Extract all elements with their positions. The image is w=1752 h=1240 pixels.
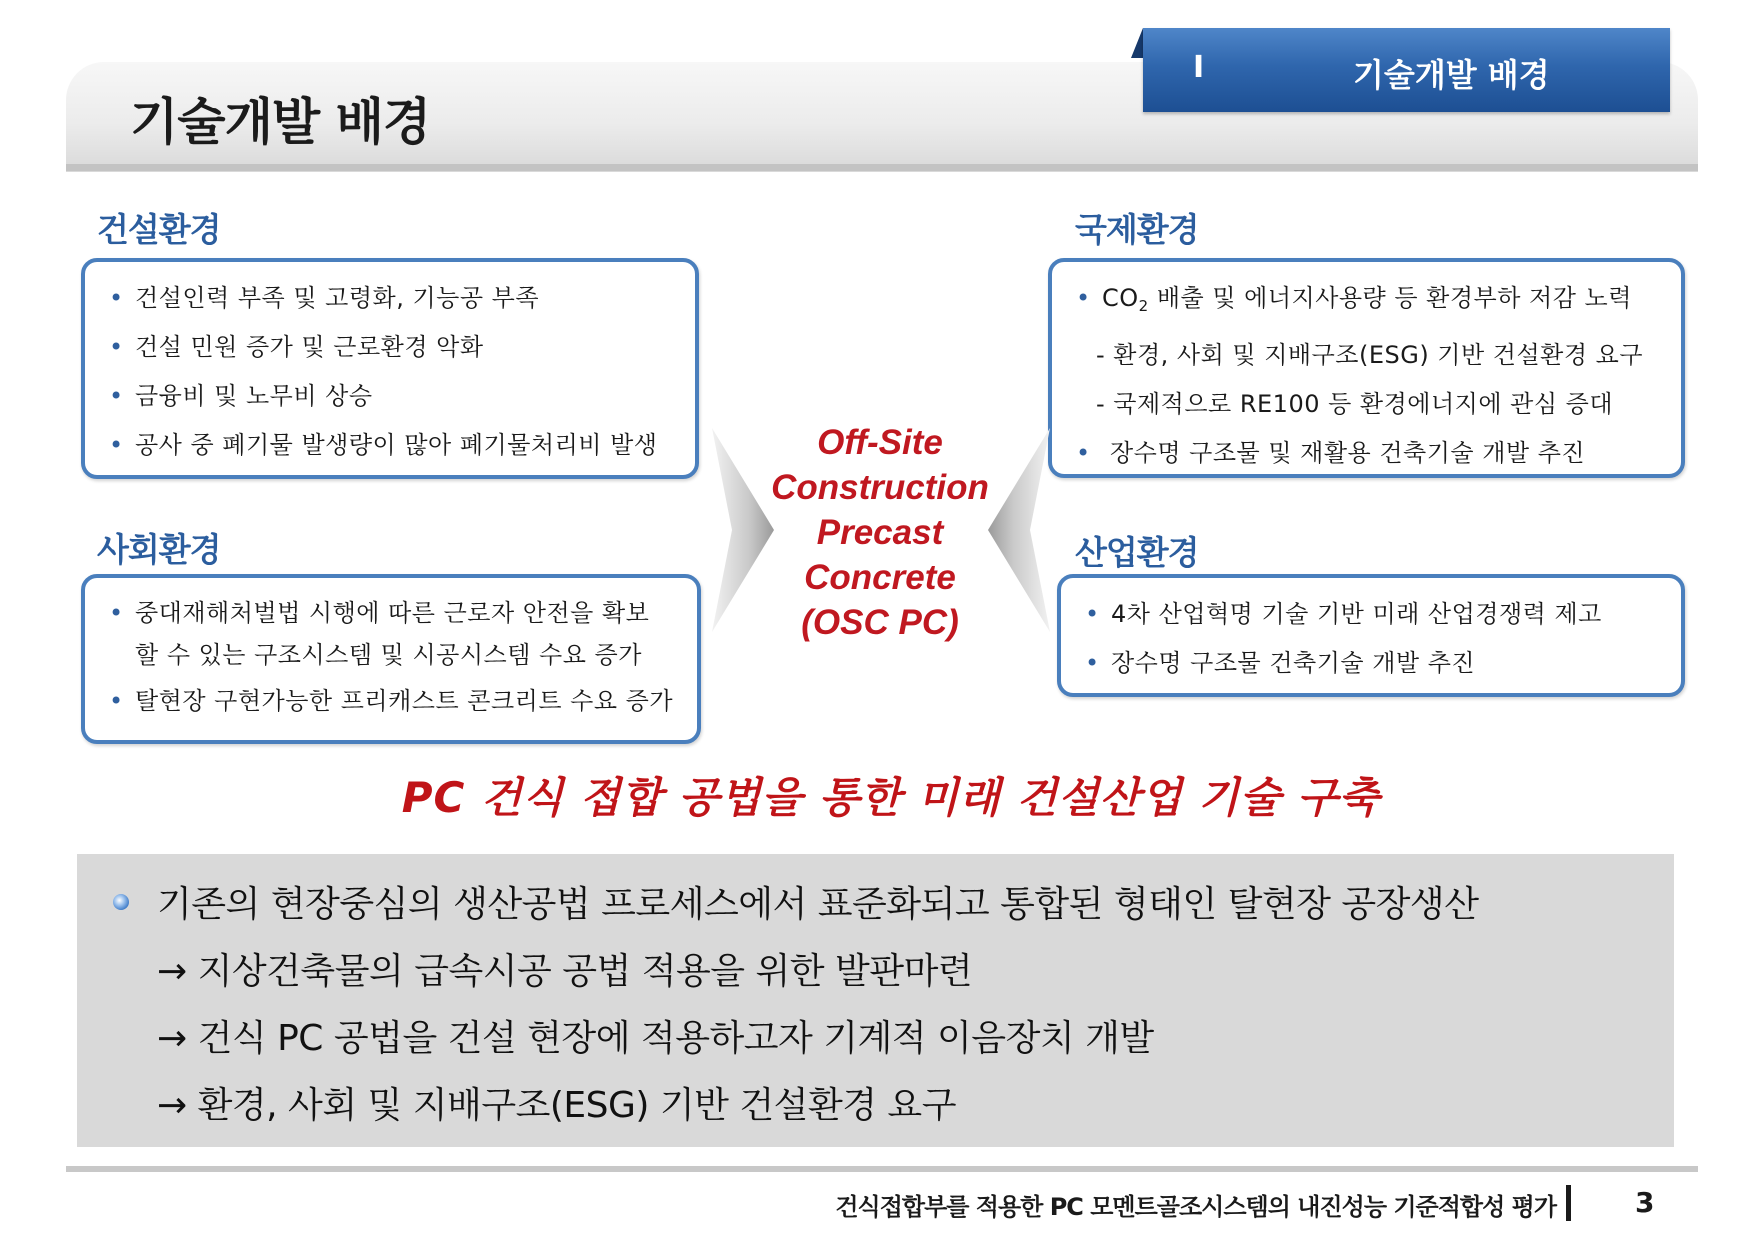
- header-divider: [66, 164, 1698, 171]
- list-item: • 장수명 구조물 건축기술 개발 추진: [1081, 639, 1671, 688]
- bullet-icon: •: [1085, 600, 1100, 628]
- list-item: • 건설인력 부족 및 고령화, 기능공 부족: [105, 274, 685, 323]
- bullet-icon: •: [1076, 439, 1091, 467]
- footer-divider: [66, 1166, 1698, 1172]
- section-name: 기술개발 배경: [1353, 56, 1550, 94]
- section-tab-fold: [1131, 28, 1143, 58]
- international-box: [1048, 258, 1685, 478]
- list-item: • 탈현장 구현가능한 프리캐스트 콘크리트 수요 증가: [105, 676, 687, 726]
- panel-line: 기존의 현장중심의 생산공법 프로세스에서 표준화되고 통합된 형태인 탈현장 공장생산: [157, 884, 1479, 925]
- panel-line: → 건식 PC 공법을 건설 현장에 적용하고자 기계적 이음장치 개발: [157, 1018, 1154, 1059]
- bullet-icon: •: [109, 599, 124, 627]
- list-subitem: - 환경, 사회 및 지배구조(ESG) 기반 건설환경 요구: [1096, 341, 1644, 369]
- footer-separator: [1566, 1185, 1571, 1221]
- slogan: PC 건식 접합 공법을 통한 미래 건설산업 기술 구축: [401, 773, 1381, 822]
- bullet-icon: •: [1076, 284, 1091, 312]
- list-item-continuation: 할 수 있는 구조시스템 및 시공시스템 수요 증가: [135, 641, 642, 669]
- bullet-icon: •: [1085, 649, 1100, 677]
- international-heading: 국제환경: [1075, 210, 1199, 249]
- social-heading: 사회환경: [97, 530, 221, 569]
- construction-heading: 건설환경: [97, 210, 221, 249]
- social-box: [81, 574, 701, 744]
- list-item: • 건설 민원 증가 및 근로환경 악화: [105, 323, 685, 372]
- list-item: • 장수명 구조물 및 재활용 건축기술 개발 추진: [1072, 429, 1671, 478]
- bullet-icon: •: [109, 284, 124, 312]
- osc-line: Construction: [771, 468, 989, 507]
- list-item: • 금융비 및 노무비 상승: [105, 372, 685, 421]
- osc-line: Concrete: [804, 558, 956, 597]
- bullet-icon: •: [109, 687, 124, 715]
- bullet-icon: •: [109, 431, 124, 459]
- bullet-icon: •: [109, 333, 124, 361]
- bullet-icon: •: [109, 382, 124, 410]
- bullet-icon: [113, 894, 129, 910]
- list-subitem: - 국제적으로 RE100 등 환경에너지에 관심 증대: [1096, 390, 1614, 418]
- list-item: • 4차 산업혁명 기술 기반 미래 산업경쟁력 제고: [1081, 590, 1671, 639]
- panel-line: → 환경, 사회 및 지배구조(ESG) 기반 건설환경 요구: [157, 1085, 956, 1126]
- list-item: • 공사 중 폐기물 발생량이 많아 폐기물처리비 발생: [105, 421, 685, 470]
- osc-line: (OSC PC): [801, 603, 959, 642]
- industry-box: [1057, 574, 1685, 697]
- osc-line: Precast: [816, 513, 944, 552]
- osc-line: Off-Site: [817, 423, 943, 462]
- construction-box: [81, 258, 699, 479]
- section-tab: [1143, 28, 1670, 112]
- page-title: 기술개발 배경: [130, 93, 431, 151]
- footer-title: 건식접합부를 적용한 PC 모멘트골조시스템의 내진성능 기준적합성 평가: [835, 1193, 1556, 1221]
- page-number: 3: [1635, 1186, 1655, 1219]
- list-item: • 중대재해처벌법 시행에 따른 근로자 안전을 확보: [105, 592, 687, 634]
- section-number: I: [1193, 50, 1205, 85]
- osc-pc-label: [760, 420, 1000, 645]
- industry-heading: 산업환경: [1075, 533, 1199, 572]
- panel-line: → 지상건축물의 급속시공 공법 적용을 위한 발판마련: [157, 951, 973, 992]
- list-item: • $CO_2$ 배출 및 에너지사용량 등 환경부하 저감 노력: [1072, 274, 1671, 331]
- summary-panel: [77, 854, 1674, 1147]
